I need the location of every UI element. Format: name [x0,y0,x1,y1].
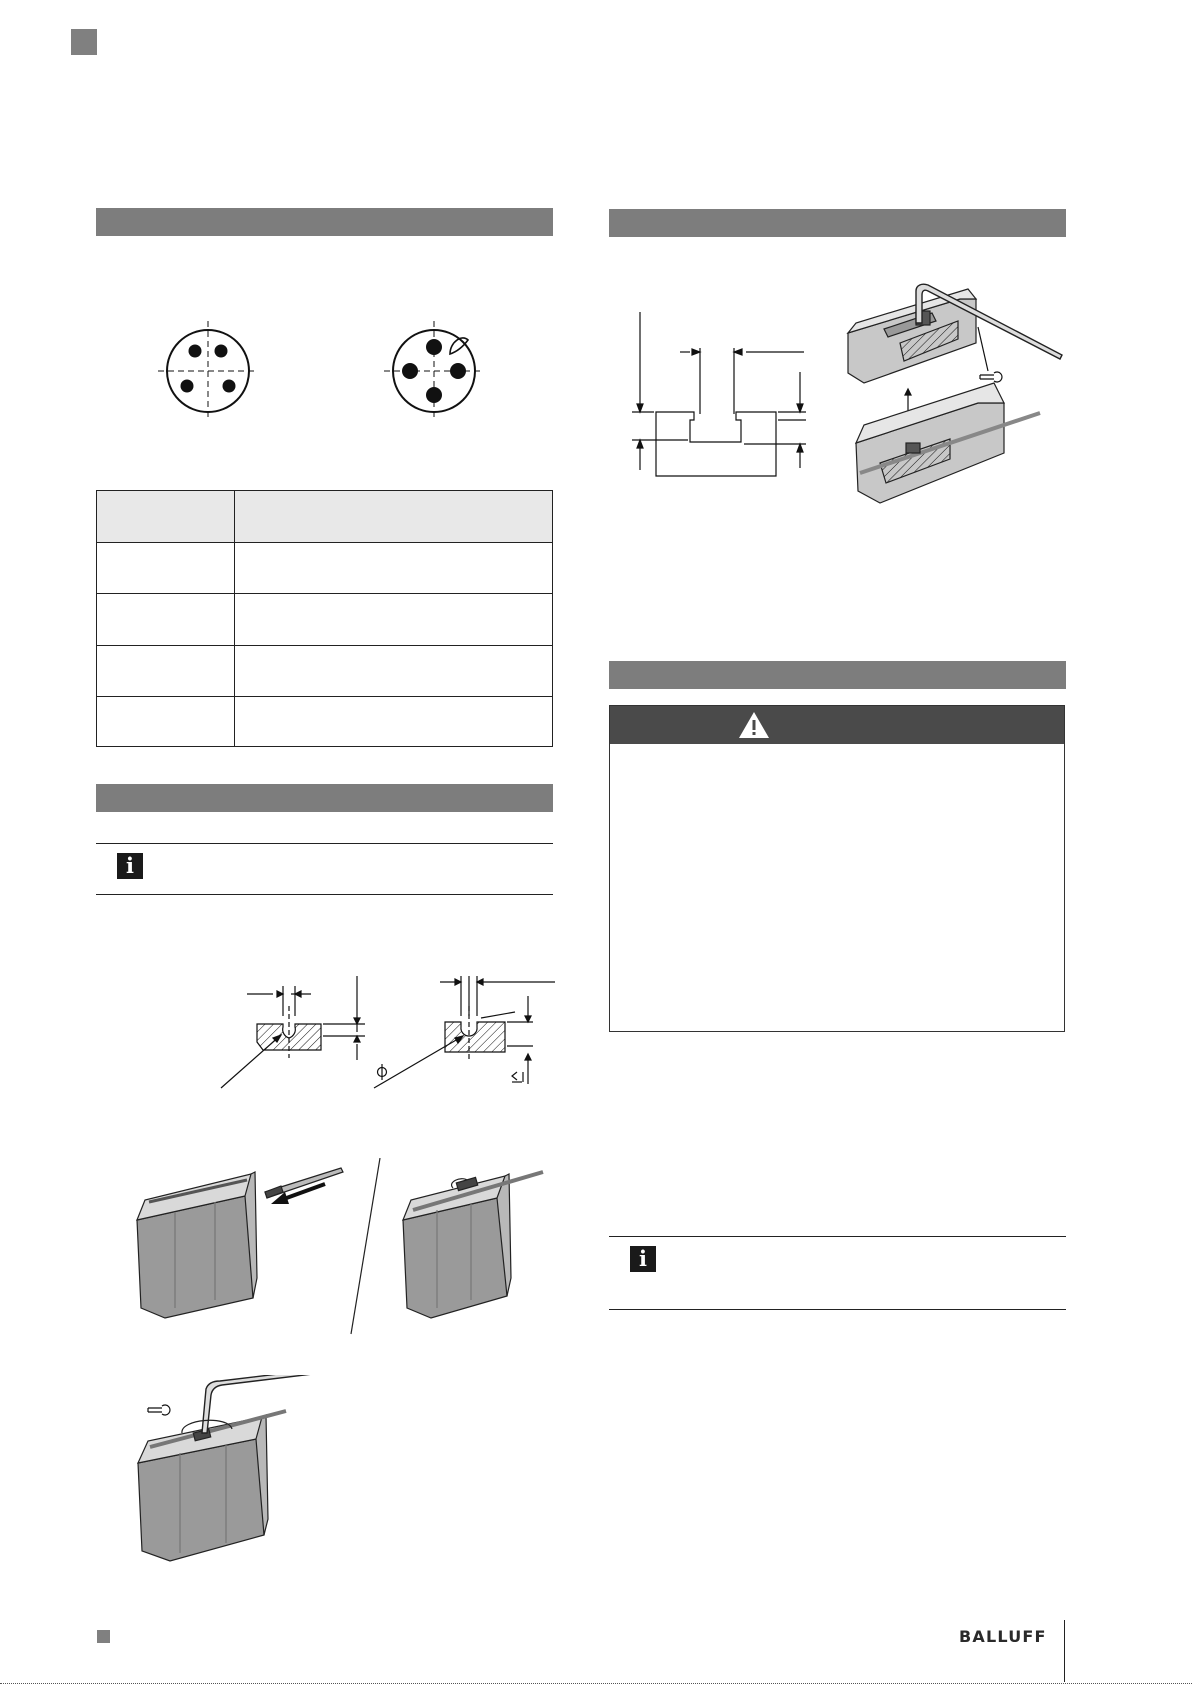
sensor-clamp-illustration [840,283,1070,513]
warning-box [609,705,1065,1032]
table-cell [235,543,553,594]
pinout-left [158,321,258,421]
table-row [97,646,553,697]
table-row [97,543,553,594]
block-illustration-2 [403,1172,543,1318]
table-cell [97,543,235,594]
table-cell [235,697,553,747]
table-header-cell [235,491,553,543]
note-rule-bottom [96,894,553,895]
groove-profile-right [374,976,555,1088]
lower-block [856,383,1040,503]
footer-divider [1064,1620,1065,1682]
table-cell [235,646,553,697]
connector-pinout-diagrams [150,318,480,424]
sensor-insertion-illustration [135,1158,555,1338]
table-cell [235,594,553,646]
footer-marker [97,1630,110,1643]
pin-assignment-table [96,490,553,747]
info-icon: i [117,853,143,879]
step-separator [351,1158,380,1334]
warning-triangle-icon [738,711,770,739]
section-bar-connection [96,208,553,236]
page-cut-line [0,1683,1192,1684]
groove-profile-left [221,976,365,1088]
table-row [97,697,553,747]
table-cell [97,594,235,646]
table-cell [97,697,235,747]
wrench-icon [978,327,1002,382]
note-rule-top [96,843,553,844]
wrench-icon [148,1405,170,1415]
groove-dimension-drawings [215,972,555,1092]
warning-header [610,706,1064,744]
tslot-dimension-drawing [626,308,816,478]
table-cell [97,646,235,697]
block-illustration-1 [137,1172,257,1318]
section-bar-mounting [609,209,1066,237]
block-illustration-3 [138,1411,286,1561]
table-header-row [97,491,553,543]
table-row [97,594,553,646]
corner-marker [71,29,97,55]
note-rule-bottom-right [609,1309,1066,1310]
table-header-cell [97,491,235,543]
sensor-tightening-illustration [136,1375,336,1565]
brand-logo: BALLUFF [959,1627,1047,1646]
section-bar-installation [96,784,553,812]
section-bar-safety [609,661,1066,689]
info-icon: i [630,1246,656,1272]
note-rule-top-right [609,1236,1066,1237]
pinout-right [384,321,480,421]
